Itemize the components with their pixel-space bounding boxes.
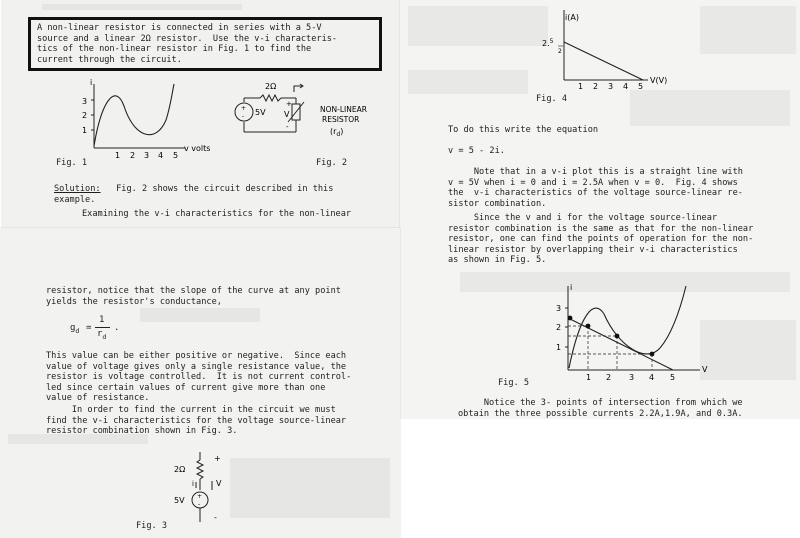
fig5-y-tick: 2 xyxy=(556,323,562,332)
fig2-nl-label: RESISTOR xyxy=(322,115,360,124)
fig5-x-tick: 3 xyxy=(629,373,635,382)
fig1-vi-curve xyxy=(60,78,240,164)
fig5-y-label: i xyxy=(570,283,573,292)
paragraph-line: find the v-i characteristics for the voltage source-linear xyxy=(46,415,347,426)
fig1-x-tick: 1 xyxy=(115,151,121,160)
bleed-through-text xyxy=(408,6,548,46)
paragraph-line: This value can be either positive or negative. Since each xyxy=(46,351,347,361)
examining-text: Examining the v-i characteristics for the non-linear xyxy=(82,209,352,219)
paragraph-line: In order to find the current in the circuit we must xyxy=(46,405,336,415)
paragraph-line: value of voltage gives only a single resistance value, the xyxy=(46,361,347,372)
fig5-intersection-point xyxy=(586,324,591,329)
paragraph-line: Notice the 3- points of intersection from which we xyxy=(458,398,743,408)
fig1-x-label: v volts xyxy=(184,144,211,153)
fig4-y-tick-den: 2 xyxy=(558,48,562,55)
eq-lhs: $g_d$ xyxy=(70,323,80,335)
fig2-circuit xyxy=(234,76,384,156)
conclusion-paragraph xyxy=(458,398,743,419)
fig4-caption: Fig. 4 xyxy=(536,94,568,104)
page-2 xyxy=(400,0,800,418)
fig4-y-label: i(A) xyxy=(565,13,579,22)
fig5-caption: Fig. 5 xyxy=(498,378,530,388)
fig1-curve xyxy=(94,84,174,146)
fig2-source-minus: - xyxy=(242,113,245,120)
fig4-load-line xyxy=(564,42,643,80)
fig5-intersection-point xyxy=(650,352,655,357)
bleed-through-text xyxy=(630,90,790,126)
paragraph-line: the v-i characteristics of the voltage source-linear re- xyxy=(448,188,743,199)
paragraph-line: sistor combination. xyxy=(448,198,547,209)
fig4-x-tick: 5 xyxy=(638,82,644,91)
paragraph-line: v = 5V when i = 0 and i = 2.5A when v = 0. Fig. 4 shows xyxy=(448,177,738,188)
solution-label: Solution: xyxy=(54,184,101,194)
paragraph-line: resistor is voltage controlled. It is not current control- xyxy=(46,372,352,383)
fig1-x-tick: 4 xyxy=(158,151,164,160)
fig1-y-tick: 2 xyxy=(82,111,88,120)
fig4-x-tick: 4 xyxy=(623,82,629,91)
fig3-minus: - xyxy=(214,513,217,522)
paragraph-line: Note that in a v-i plot this is a straight line with xyxy=(448,167,743,177)
bleed-through-text xyxy=(700,6,796,54)
voltage-controlled-paragraph xyxy=(46,351,351,404)
fig5-x-label: V xyxy=(702,365,708,374)
fig3-current-label: i xyxy=(192,480,194,488)
problem-line: A non-linear resistor is connected in series with a 5-V xyxy=(37,23,322,33)
fig1-y-tick: 1 xyxy=(82,126,88,135)
fig4-x-tick: 3 xyxy=(608,82,614,91)
fig4-x-tick: 2 xyxy=(593,82,599,91)
fig5-overlap-plot xyxy=(536,280,716,384)
bleed-through-text xyxy=(230,458,390,518)
find-current-paragraph xyxy=(46,405,346,437)
fig1-x-tick: 2 xyxy=(130,151,136,160)
fig1-caption: Fig. 1 xyxy=(56,158,88,168)
solution-paragraph xyxy=(54,184,333,205)
fig2-plus: + xyxy=(286,100,292,108)
paragraph-overlap xyxy=(448,213,753,266)
paragraph-line: Since the v and i for the voltage source-linear xyxy=(448,213,718,223)
eq-denominator: $r_d$ xyxy=(97,329,107,341)
todo-text: To do this write the equation xyxy=(448,125,599,135)
problem-line: current through the circuit. xyxy=(37,54,182,65)
fig3-linear-resistor xyxy=(197,460,203,479)
paragraph-line: yields the resistor's conductance, xyxy=(46,296,222,307)
fig4-source-line-plot xyxy=(532,4,680,94)
fig5-x-tick: 5 xyxy=(670,373,676,382)
paragraph-line: resistor combination is the same as that for the non-linear xyxy=(448,223,754,234)
fig1-y-tick: 3 xyxy=(82,97,88,106)
fig3-plus: + xyxy=(214,454,221,463)
page-3 xyxy=(0,228,400,538)
page-1 xyxy=(2,0,400,230)
fig3-source-label: 5V xyxy=(174,496,185,505)
fig4-y-tick: 2.$^5$ xyxy=(542,38,554,48)
paragraph-line: resistor, one can find the points of operation for the non- xyxy=(448,234,754,245)
equation: v = 5 - 2i. xyxy=(448,146,505,156)
eq-equals: = xyxy=(86,323,92,333)
solution-text: Fig. 2 shows the circuit described in this xyxy=(100,184,334,194)
solution-text: example. xyxy=(54,194,96,205)
fig5-y-tick: 3 xyxy=(556,304,562,313)
fig2-source-label: 5V xyxy=(255,108,266,117)
fig3-source-plus: + xyxy=(197,493,203,500)
fig5-x-tick: 1 xyxy=(586,373,592,382)
fig2-linear-resistor xyxy=(260,95,281,101)
fig4-x-label: V(V) xyxy=(650,76,668,85)
fig2-resistor-label: 2Ω xyxy=(265,82,277,91)
fig1-x-tick: 5 xyxy=(173,151,179,160)
paragraph-line: linear resistor by overlapping their v-i characteristics xyxy=(448,244,738,255)
bleed-through-text xyxy=(408,70,528,94)
eq-numerator: 1 xyxy=(99,315,105,325)
eq-period: . xyxy=(114,323,120,333)
fig2-source-plus: + xyxy=(241,105,247,112)
paragraph-line: resistor combination shown in Fig. 3. xyxy=(46,426,238,437)
conductance-intro xyxy=(46,286,341,307)
fig2-caption: Fig. 2 xyxy=(316,158,348,168)
fig3-source-minus: - xyxy=(198,501,201,508)
fig1-x-tick: 3 xyxy=(144,151,150,160)
paragraph-line: resistor, notice that the slope of the curve at any point xyxy=(46,286,341,296)
paragraph-line: as shown in Fig. 5. xyxy=(448,255,547,266)
fig5-intersection-point xyxy=(615,334,620,339)
eq-fraction-bar xyxy=(95,327,110,328)
paragraph-line: value of resistance. xyxy=(46,393,150,404)
fig3-circuit xyxy=(166,450,236,530)
problem-statement-box xyxy=(28,17,382,71)
problem-line: source and a linear 2Ω resistor. Use the v-i characteris- xyxy=(37,33,338,44)
paragraph-line: led since certain values of current give more than one xyxy=(46,382,326,393)
fig4-x-tick: 1 xyxy=(578,82,584,91)
fig3-v-label: V xyxy=(216,479,222,488)
fig1-y-label: i xyxy=(90,78,93,87)
bleed-through-text xyxy=(140,308,260,322)
fig3-resistor-label: 2Ω xyxy=(174,465,186,474)
paragraph-line: obtain the three possible currents 2.2A,1.9A, and 0.3A. xyxy=(458,408,743,419)
fig5-y-tick: 1 xyxy=(556,343,562,352)
conductance-equation xyxy=(70,314,150,344)
fig2-nl-label: NON-LINEAR xyxy=(320,105,367,114)
fig2-minus: - xyxy=(286,123,289,131)
fig2-v-label: V xyxy=(284,110,290,119)
paragraph-line-note xyxy=(448,167,743,209)
fig5-intercept-point xyxy=(568,316,573,321)
fig5-x-tick: 2 xyxy=(606,373,612,382)
bleed-through-text xyxy=(42,4,242,10)
fig5-x-tick: 4 xyxy=(649,373,655,382)
problem-line: tics of the non-linear resistor in Fig. 1 to find the xyxy=(37,44,312,55)
fig2-nl-symbol: $(r_d)$ xyxy=(330,127,344,138)
fig3-caption: Fig. 3 xyxy=(136,521,168,531)
